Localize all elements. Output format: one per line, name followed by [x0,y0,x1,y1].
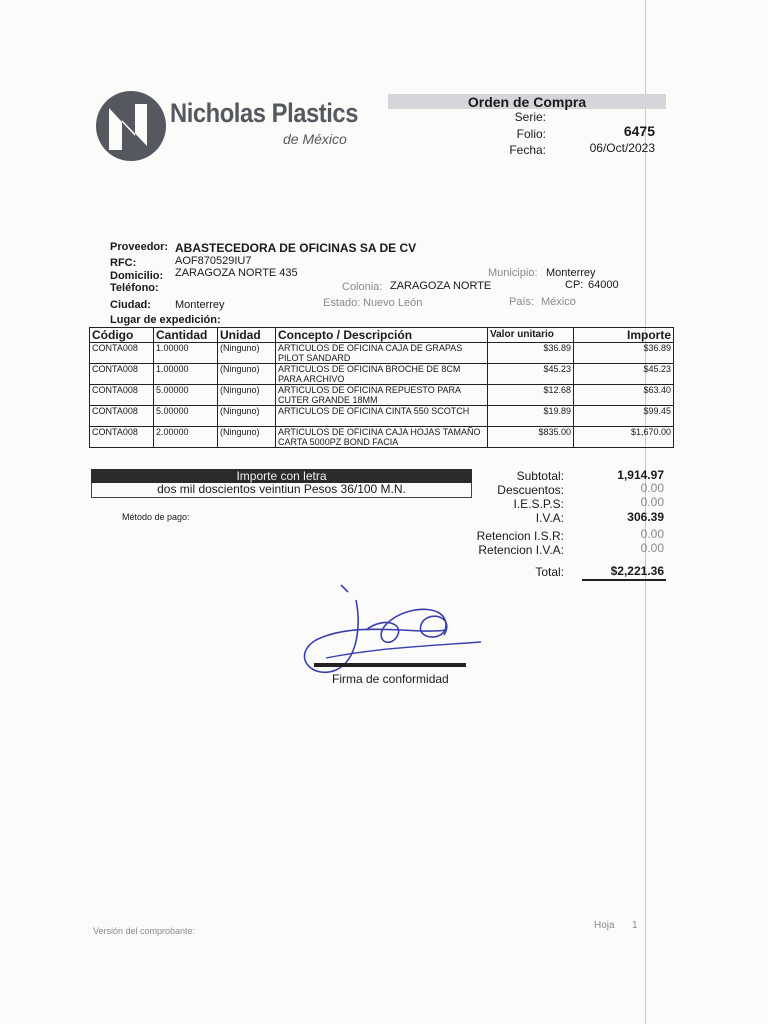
company-logo-icon [95,90,167,162]
version-comprobante-label: Versión del comprobante: [93,926,196,936]
importe-letra-header: Importe con letra [91,469,472,483]
company-subtitle: de México [283,131,347,147]
signature-line [314,663,466,667]
company-name: Nicholas Plastics [170,98,358,128]
cell-cantidad: 5.00000 [154,406,218,427]
retencion-iva-value: 0.00 [640,541,664,555]
cell-codigo: CONTA008 [90,406,154,427]
header-cantidad: Cantidad [154,328,218,343]
cp-value: 64000 [588,279,619,291]
cell-cantidad: 2.00000 [154,427,218,448]
cell-cantidad: 1.00000 [154,364,218,385]
cell-concepto: ARTICULOS DE OFICINA CINTA 550 SCOTCH [276,406,488,427]
cell-valor: $835.00 [488,427,574,448]
proveedor-label: Proveedor: [110,241,169,253]
table-row [90,385,674,406]
iva-value: 306.39 [627,510,664,524]
cell-importe: $63.40 [574,385,674,406]
retencion-isr-value: 0.00 [640,527,664,541]
telefono-label: Teléfono: [110,282,159,294]
fecha-label: Fecha: [509,143,546,157]
cp-label: CP: [565,279,584,291]
cell-codigo: CONTA008 [90,343,154,364]
fecha-value: 06/Oct/2023 [589,141,655,155]
metodo-pago-label: Método de pago: [122,512,190,522]
ciudad-label: Ciudad: [110,299,151,311]
cell-concepto: ARTICULOS DE OFICINA CAJA DE GRAPAS PILOT SANDARD [276,343,488,364]
hoja-label: Hoja [594,920,615,931]
estado-label: Estado: [323,297,361,309]
retencion-isr-label: Retencion I.S.R: [476,529,564,543]
hoja-value: 1 [632,920,638,931]
cell-cantidad: 1.00000 [154,343,218,364]
cell-importe: $99.45 [574,406,674,427]
cell-codigo: CONTA008 [90,427,154,448]
cell-concepto: ARTICULOS DE OFICINA CAJA HOJAS TAMAÑO CARTA 5000PZ BOND FACIA [276,427,488,448]
cell-concepto: ARTICULOS DE OFICINA REPUESTO PARA CUTER GRANDE 18MM [276,385,488,406]
rfc-label: RFC: [110,257,137,269]
header-codigo: Código [90,328,154,343]
importe-letra-value: dos mil doscientos veintiun Pesos 36/100 M.N. [91,483,472,498]
cell-unidad: (Ninguno) [218,385,276,406]
iesps-label: I.E.S.P.S: [513,497,564,511]
items-table [89,327,674,448]
rfc-value: AOF870529IU7 [175,255,252,267]
cell-unidad: (Ninguno) [218,343,276,364]
subtotal-value: 1,914.97 [617,468,664,482]
folio-label: Folio: [516,127,546,141]
cell-cantidad: 5.00000 [154,385,218,406]
cell-importe: $45.23 [574,364,674,385]
descuentos-label: Descuentos: [497,483,564,497]
header-importe: Importe [574,328,674,343]
table-row [90,427,674,448]
colonia-label: Colonia: [342,281,383,293]
header-valor-unitario: Valor unitario [488,328,574,343]
table-header-row [90,328,674,343]
cell-importe: $36.89 [574,343,674,364]
serie-label: Serie: [514,110,546,124]
proveedor-value: ABASTECEDORA DE OFICINAS SA DE CV [175,241,417,255]
cell-valor: $12.68 [488,385,574,406]
pais-label: País: [509,296,535,308]
domicilio-label: Domicilio: [110,270,164,282]
cell-concepto: ARTICULOS DE OFICINA BROCHE DE 8CM PARA ARCHIVO [276,364,488,385]
retencion-iva-label: Retencion I.V.A: [478,543,564,557]
header-unidad: Unidad [218,328,276,343]
table-row [90,406,674,427]
firma-label: Firma de conformidad [332,672,449,686]
iva-label: I.V.A: [535,511,564,525]
estado-value: Nuevo León [363,297,423,309]
cell-codigo: CONTA008 [90,385,154,406]
table-row [90,343,674,364]
municipio-value: Monterrey [546,267,596,279]
cell-unidad: (Ninguno) [218,364,276,385]
cell-valor: $36.89 [488,343,574,364]
cell-unidad: (Ninguno) [218,406,276,427]
header-concepto: Concepto / Descripción [276,328,488,343]
folio-value: 6475 [623,123,655,139]
cell-valor: $45.23 [488,364,574,385]
lugar-expedicion-label: Lugar de expedición: [110,314,221,326]
subtotal-label: Subtotal: [516,469,564,483]
pais-value: México [541,296,576,308]
cell-codigo: CONTA008 [90,364,154,385]
ciudad-value: Monterrey [175,299,225,311]
total-label: Total: [535,565,564,579]
table-row [90,364,674,385]
municipio-label: Municipio: [488,267,538,279]
domicilio-value: ZARAGOZA NORTE 435 [175,267,298,279]
order-title: Orden de Compra [467,94,587,110]
cell-valor: $19.89 [488,406,574,427]
total-value: $2,221.36 [610,564,664,578]
cell-importe: $1,670.00 [574,427,674,448]
iesps-value: 0.00 [640,495,664,509]
descuentos-value: 0.00 [640,481,664,495]
cell-unidad: (Ninguno) [218,427,276,448]
colonia-value: ZARAGOZA NORTE [390,280,492,292]
